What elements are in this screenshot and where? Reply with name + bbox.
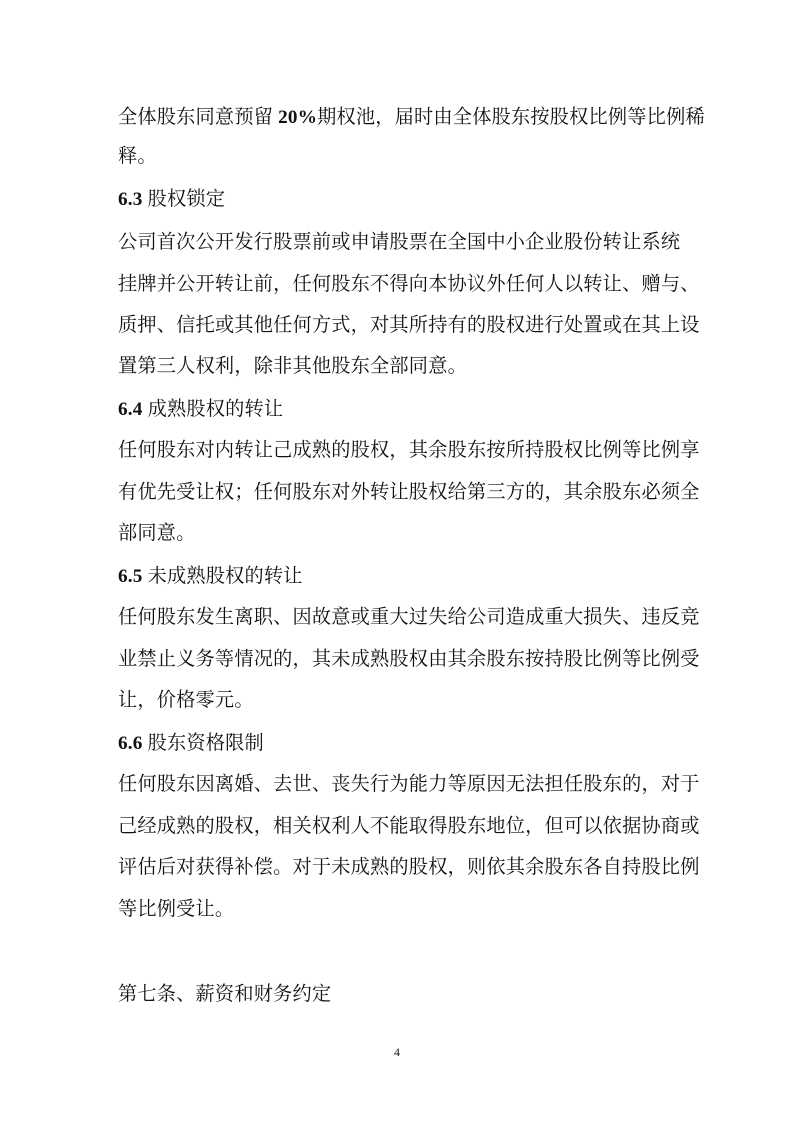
paragraph-line: 置第三人权利，除非其他股东全部同意。 — [118, 356, 467, 377]
percent-value: 20% — [278, 107, 318, 128]
paragraph-line: 任何股东因离婚、去世、丧失行为能力等原因无法担任股东的，对于 — [118, 774, 700, 795]
section-title: 成熟股权的转让 — [142, 399, 284, 420]
section-heading-6-5 — [118, 565, 303, 589]
paragraph-line: 挂牌并公开转让前，任何股东不得向本协议外任何人以转让、赠与、 — [118, 274, 700, 295]
section-title: 股东资格限制 — [142, 733, 264, 754]
paragraph-line: 让，价格零元。 — [118, 690, 254, 711]
paragraph-line: 业禁止义务等情况的，其未成熟股权由其余股东按持股比例等比例受 — [118, 649, 700, 670]
paragraph-line: 己经成熟的股权，相关权利人不能取得股东地位，但可以依据协商或 — [118, 816, 700, 837]
paragraph-line — [118, 106, 705, 130]
paragraph-line: 任何股东对内转让己成熟的股权，其余股东按所持股权比例等比例享 — [118, 440, 700, 461]
paragraph-line: 释。 — [118, 146, 157, 167]
paragraph-line: 有优先受让权；任何股东对外转让股权给第三方的，其余股东必须全 — [118, 482, 700, 503]
section-number: 6.5 — [118, 566, 143, 587]
section-heading-6-3 — [118, 188, 225, 212]
article-7-heading: 第七条、薪资和财务约定 — [118, 984, 332, 1005]
section-title: 股权锁定 — [142, 189, 226, 210]
section-number: 6.3 — [118, 189, 143, 210]
section-title: 未成熟股权的转让 — [142, 566, 303, 587]
text-run: 全体股东同意预留 — [118, 107, 279, 128]
section-number: 6.4 — [118, 399, 143, 420]
paragraph-line: 任何股东发生离职、因故意或重大过失给公司造成重大损失、违反竞 — [118, 607, 700, 628]
paragraph-line: 公司首次公开发行股票前或申请股票在全国中小企业股份转让系统 — [118, 232, 681, 253]
section-number: 6.6 — [118, 733, 143, 754]
section-heading-6-4 — [118, 398, 283, 422]
section-heading-6-6 — [118, 732, 264, 756]
paragraph-line: 质押、信托或其他任何方式，对其所持有的股权进行处置或在其上设 — [118, 315, 700, 336]
paragraph-line: 等比例受让。 — [118, 899, 235, 920]
text-run: 期权池，届时由全体股东按股权比例等比例稀 — [317, 107, 705, 128]
paragraph-line: 评估后对获得补偿。对于未成熟的股权，则依其余股东各自持股比例 — [118, 857, 700, 878]
paragraph-line: 部同意。 — [118, 523, 196, 544]
page-number: 4 — [394, 1045, 400, 1059]
